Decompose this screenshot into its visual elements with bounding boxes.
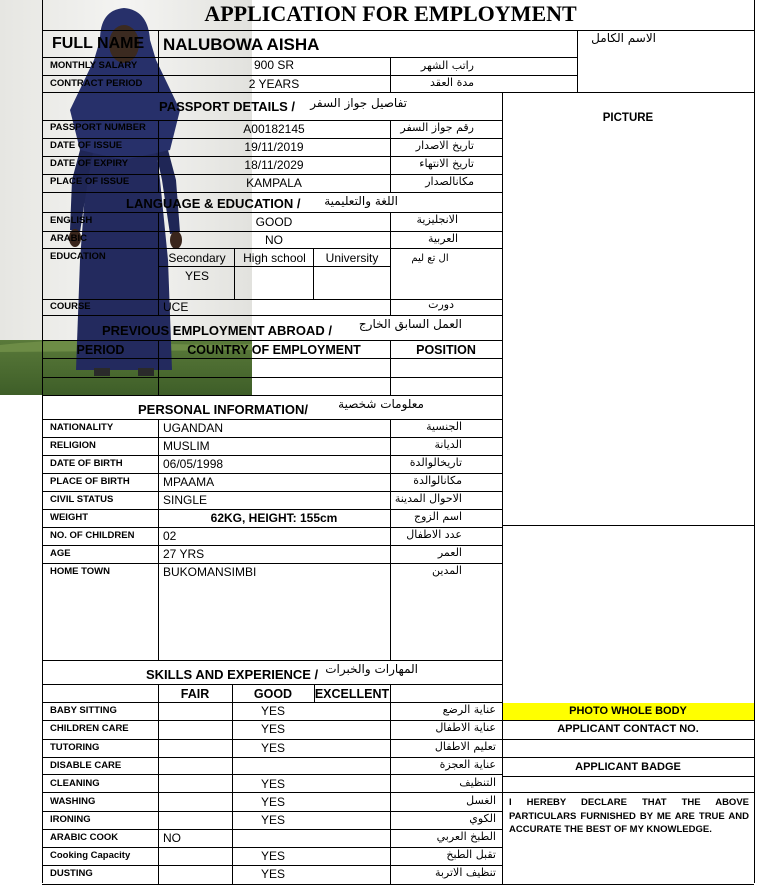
skills-heading: SKILLS AND EXPERIENCE /: [146, 667, 319, 682]
grid-line: [42, 865, 502, 866]
grid-line: [390, 419, 391, 660]
arabic-arabic: العربية: [427, 232, 458, 245]
passport-heading-arabic: تفاصيل جواز السفر: [310, 96, 407, 110]
passport-row-value: KAMPALA: [246, 176, 302, 190]
english-value: GOOD: [255, 215, 293, 229]
skill-row-good: YES: [260, 741, 285, 755]
english-label: ENGLISH: [50, 215, 93, 226]
grid-line: [42, 192, 502, 193]
grid-line: [158, 684, 159, 884]
contract-value: 2 YEARS: [248, 77, 300, 91]
passport-row-label: PASSPORT NUMBER: [50, 122, 146, 133]
declaration-text: I HEREBY DECLARE THAT THE ABOVE PARTICULARS FURNISHED BY ME ARE TRUE AND ACCURATE THE BEST OF MY KNOWLEDGE.: [509, 797, 749, 835]
passport-row-arabic: مكانالصدار: [425, 175, 474, 188]
personal-row-arabic: الاحوال المدينة: [394, 492, 462, 505]
salary-value: 900 SR: [253, 58, 295, 72]
grid-line: [502, 792, 754, 793]
contract-label: CONTRACT PERIOD: [50, 78, 143, 89]
grid-line: [42, 811, 502, 812]
personal-row-arabic: العمر: [437, 546, 462, 559]
grid-line: [42, 757, 502, 758]
full-name-arabic: الاسم الكامل: [591, 31, 656, 45]
passport-row-arabic: رقم جواز السفر: [400, 121, 474, 134]
grid-line: [390, 57, 391, 92]
grid-line: [42, 739, 502, 740]
salary-arabic: راتب الشهر: [420, 59, 474, 72]
grid-line: [42, 248, 502, 249]
personal-heading: PERSONAL INFORMATION/: [138, 402, 308, 417]
grid-line: [158, 266, 390, 267]
personal-row-arabic: عدد الاطفال: [406, 528, 462, 541]
skill-row-arabic: الطبخ العربي: [436, 830, 496, 843]
skill-row-good: YES: [260, 813, 285, 827]
course-label: COURSE: [50, 301, 91, 312]
previous-heading-arabic: العمل السابق الخارج: [358, 317, 462, 331]
passport-row-label: PLACE OF ISSUE: [50, 176, 130, 187]
previous-col-country: COUNTRY OF EMPLOYMENT: [187, 343, 361, 357]
arabic-label: ARABIC: [50, 233, 87, 244]
full-name-value: NALUBOWA AISHA: [163, 35, 320, 54]
personal-row-label: DATE OF BIRTH: [50, 458, 123, 469]
personal-row-label: PLACE OF BIRTH: [50, 476, 130, 487]
contract-arabic: مدة العقد: [430, 76, 474, 89]
grid-line: [42, 829, 502, 830]
grid-line: [42, 75, 577, 76]
skill-row-label: DISABLE CARE: [50, 760, 122, 771]
personal-row-value: MPAAMA: [163, 475, 215, 489]
grid-line: [42, 437, 502, 438]
grid-line: [42, 395, 502, 396]
grid-line: [502, 525, 754, 526]
grid-line: [42, 92, 754, 93]
skill-row-label: CLEANING: [50, 778, 100, 789]
skill-row-label: DUSTING: [50, 868, 93, 879]
skill-row-label: Cooking Capacity: [50, 850, 131, 861]
picture-label: PICTURE: [602, 112, 654, 124]
grid-line: [42, 702, 502, 703]
grid-line: [754, 0, 755, 883]
education-selected: YES: [184, 269, 209, 283]
passport-row-value: 19/11/2019: [244, 140, 304, 154]
skill-row-good: YES: [260, 704, 285, 718]
personal-row-value: MUSLIM: [163, 439, 210, 453]
personal-row-value: 27 YRS: [163, 547, 205, 561]
previous-heading: PREVIOUS EMPLOYMENT ABROAD /: [102, 323, 332, 338]
skill-row-label: IRONING: [50, 814, 91, 825]
skill-row-fair: NO: [163, 831, 181, 845]
skills-col-excellent: EXCELLENT: [314, 687, 390, 701]
personal-row-arabic: تاريخالوالدة: [409, 456, 462, 469]
grid-line: [42, 774, 502, 775]
grid-line: [390, 684, 391, 884]
skills-col-good: GOOD: [253, 687, 293, 701]
grid-line: [390, 212, 391, 315]
grid-line: [502, 776, 754, 777]
skill-row-good: YES: [260, 867, 285, 881]
personal-row-arabic: المدين: [432, 564, 462, 577]
passport-row-label: DATE OF EXPIRY: [50, 158, 129, 169]
personal-row-label: AGE: [50, 548, 71, 559]
applicant-contact-label: APPLICANT CONTACT NO.: [557, 723, 699, 735]
applicant-badge-label: APPLICANT BADGE: [575, 761, 681, 773]
skill-row-arabic: تقبل الطبخ: [446, 848, 496, 861]
skills-heading-arabic: المهارات والخبرات: [325, 662, 418, 676]
previous-col-position: POSITION: [416, 343, 476, 357]
skill-row-arabic: الكوي: [469, 812, 496, 825]
arabic-value: NO: [265, 233, 283, 247]
personal-row-label: WEIGHT: [50, 512, 88, 523]
language-heading-arabic: اللغة والتعليمية: [324, 194, 398, 208]
personal-row-label: HOME TOWN: [50, 566, 110, 577]
grid-line: [42, 660, 502, 661]
grid-line: [577, 30, 578, 92]
grid-line: [390, 120, 391, 192]
grid-line: [42, 720, 502, 721]
personal-row-value: 06/05/1998: [163, 457, 224, 471]
passport-row-arabic: تاريخ الانتهاء: [419, 157, 474, 170]
skill-row-arabic: الغسل: [466, 794, 496, 807]
education-col-high-school: High school: [243, 251, 306, 265]
grid-line: [42, 0, 43, 883]
skill-row-label: ARABIC COOK: [50, 832, 119, 843]
grid-line: [234, 248, 235, 299]
personal-row-arabic: الجنسية: [426, 420, 462, 433]
grid-line: [502, 757, 754, 758]
english-arabic: الانجليزية: [416, 213, 458, 226]
grid-line: [502, 739, 754, 740]
personal-row-value: BUKOMANSIMBI: [163, 565, 257, 579]
skill-row-good: YES: [260, 849, 285, 863]
skill-row-arabic: عناية الاطفال: [435, 721, 496, 734]
education-label: EDUCATION: [50, 251, 106, 262]
education-arabic: ال تع ليم: [411, 253, 449, 264]
skill-row-label: BABY SITTING: [50, 705, 117, 716]
passport-heading: PASSPORT DETAILS /: [159, 99, 296, 114]
personal-row-label: NATIONALITY: [50, 422, 114, 433]
personal-row-arabic: اسم الزوج: [414, 510, 462, 523]
grid-line: [42, 792, 502, 793]
page-title: APPLICATION FOR EMPLOYMENT: [204, 1, 577, 26]
passport-row-value: 18/11/2029: [244, 158, 304, 172]
personal-row-arabic: مكانالوالدة: [413, 474, 462, 487]
personal-row-value: 02: [163, 529, 177, 543]
skill-row-arabic: تنظيف الاتربة: [434, 866, 496, 879]
grid-line: [42, 377, 502, 378]
passport-row-label: DATE OF ISSUE: [50, 140, 123, 151]
grid-line: [42, 315, 502, 316]
skill-row-label: WASHING: [50, 796, 96, 807]
full-name-label: FULL NAME: [52, 35, 145, 52]
skill-row-label: CHILDREN CARE: [50, 723, 129, 734]
skill-row-good: YES: [260, 722, 285, 736]
personal-row-label: NO. OF CHILDREN: [50, 530, 135, 541]
personal-row-value: 62KG, HEIGHT: 155cm: [210, 511, 338, 525]
grid-line: [42, 358, 502, 359]
grid-line: [42, 545, 502, 546]
grid-line: [42, 684, 502, 685]
skill-row-arabic: عناية الرضع: [442, 703, 496, 716]
grid-line: [158, 30, 159, 57]
skill-row-arabic: تعليم الاطفال: [434, 740, 496, 753]
education-col-university: University: [325, 251, 379, 265]
grid-line: [502, 720, 754, 721]
course-value: UCE: [163, 300, 189, 314]
personal-row-value: UGANDAN: [163, 421, 224, 435]
grid-line: [158, 419, 159, 660]
personal-heading-arabic: معلومات شخصية: [338, 397, 424, 411]
personal-row-value: SINGLE: [163, 493, 208, 507]
grid-line: [42, 847, 502, 848]
skills-col-fair: FAIR: [180, 687, 210, 701]
photo-whole-body-label: PHOTO WHOLE BODY: [569, 705, 687, 717]
grid-line: [42, 57, 577, 58]
personal-row-label: CIVIL STATUS: [50, 494, 114, 505]
skill-row-arabic: التنظيف: [459, 776, 496, 789]
course-arabic: دورت: [428, 298, 454, 311]
passport-row-value: A00182145: [243, 122, 305, 136]
skill-row-good: YES: [260, 795, 285, 809]
skill-row-arabic: عناية العجزة: [439, 758, 496, 771]
passport-row-arabic: تاريخ الاصدار: [415, 139, 474, 152]
personal-row-arabic: الديانة: [434, 438, 462, 451]
language-heading: LANGUAGE & EDUCATION /: [126, 196, 301, 211]
skill-row-good: YES: [260, 777, 285, 791]
previous-col-period: PERIOD: [76, 343, 125, 357]
personal-row-label: RELIGION: [50, 440, 96, 451]
grid-line: [42, 340, 502, 341]
education-col-secondary: Secondary: [168, 251, 226, 265]
salary-label: MONTHLY SALARY: [50, 60, 138, 71]
skill-row-label: TUTORING: [50, 742, 100, 753]
